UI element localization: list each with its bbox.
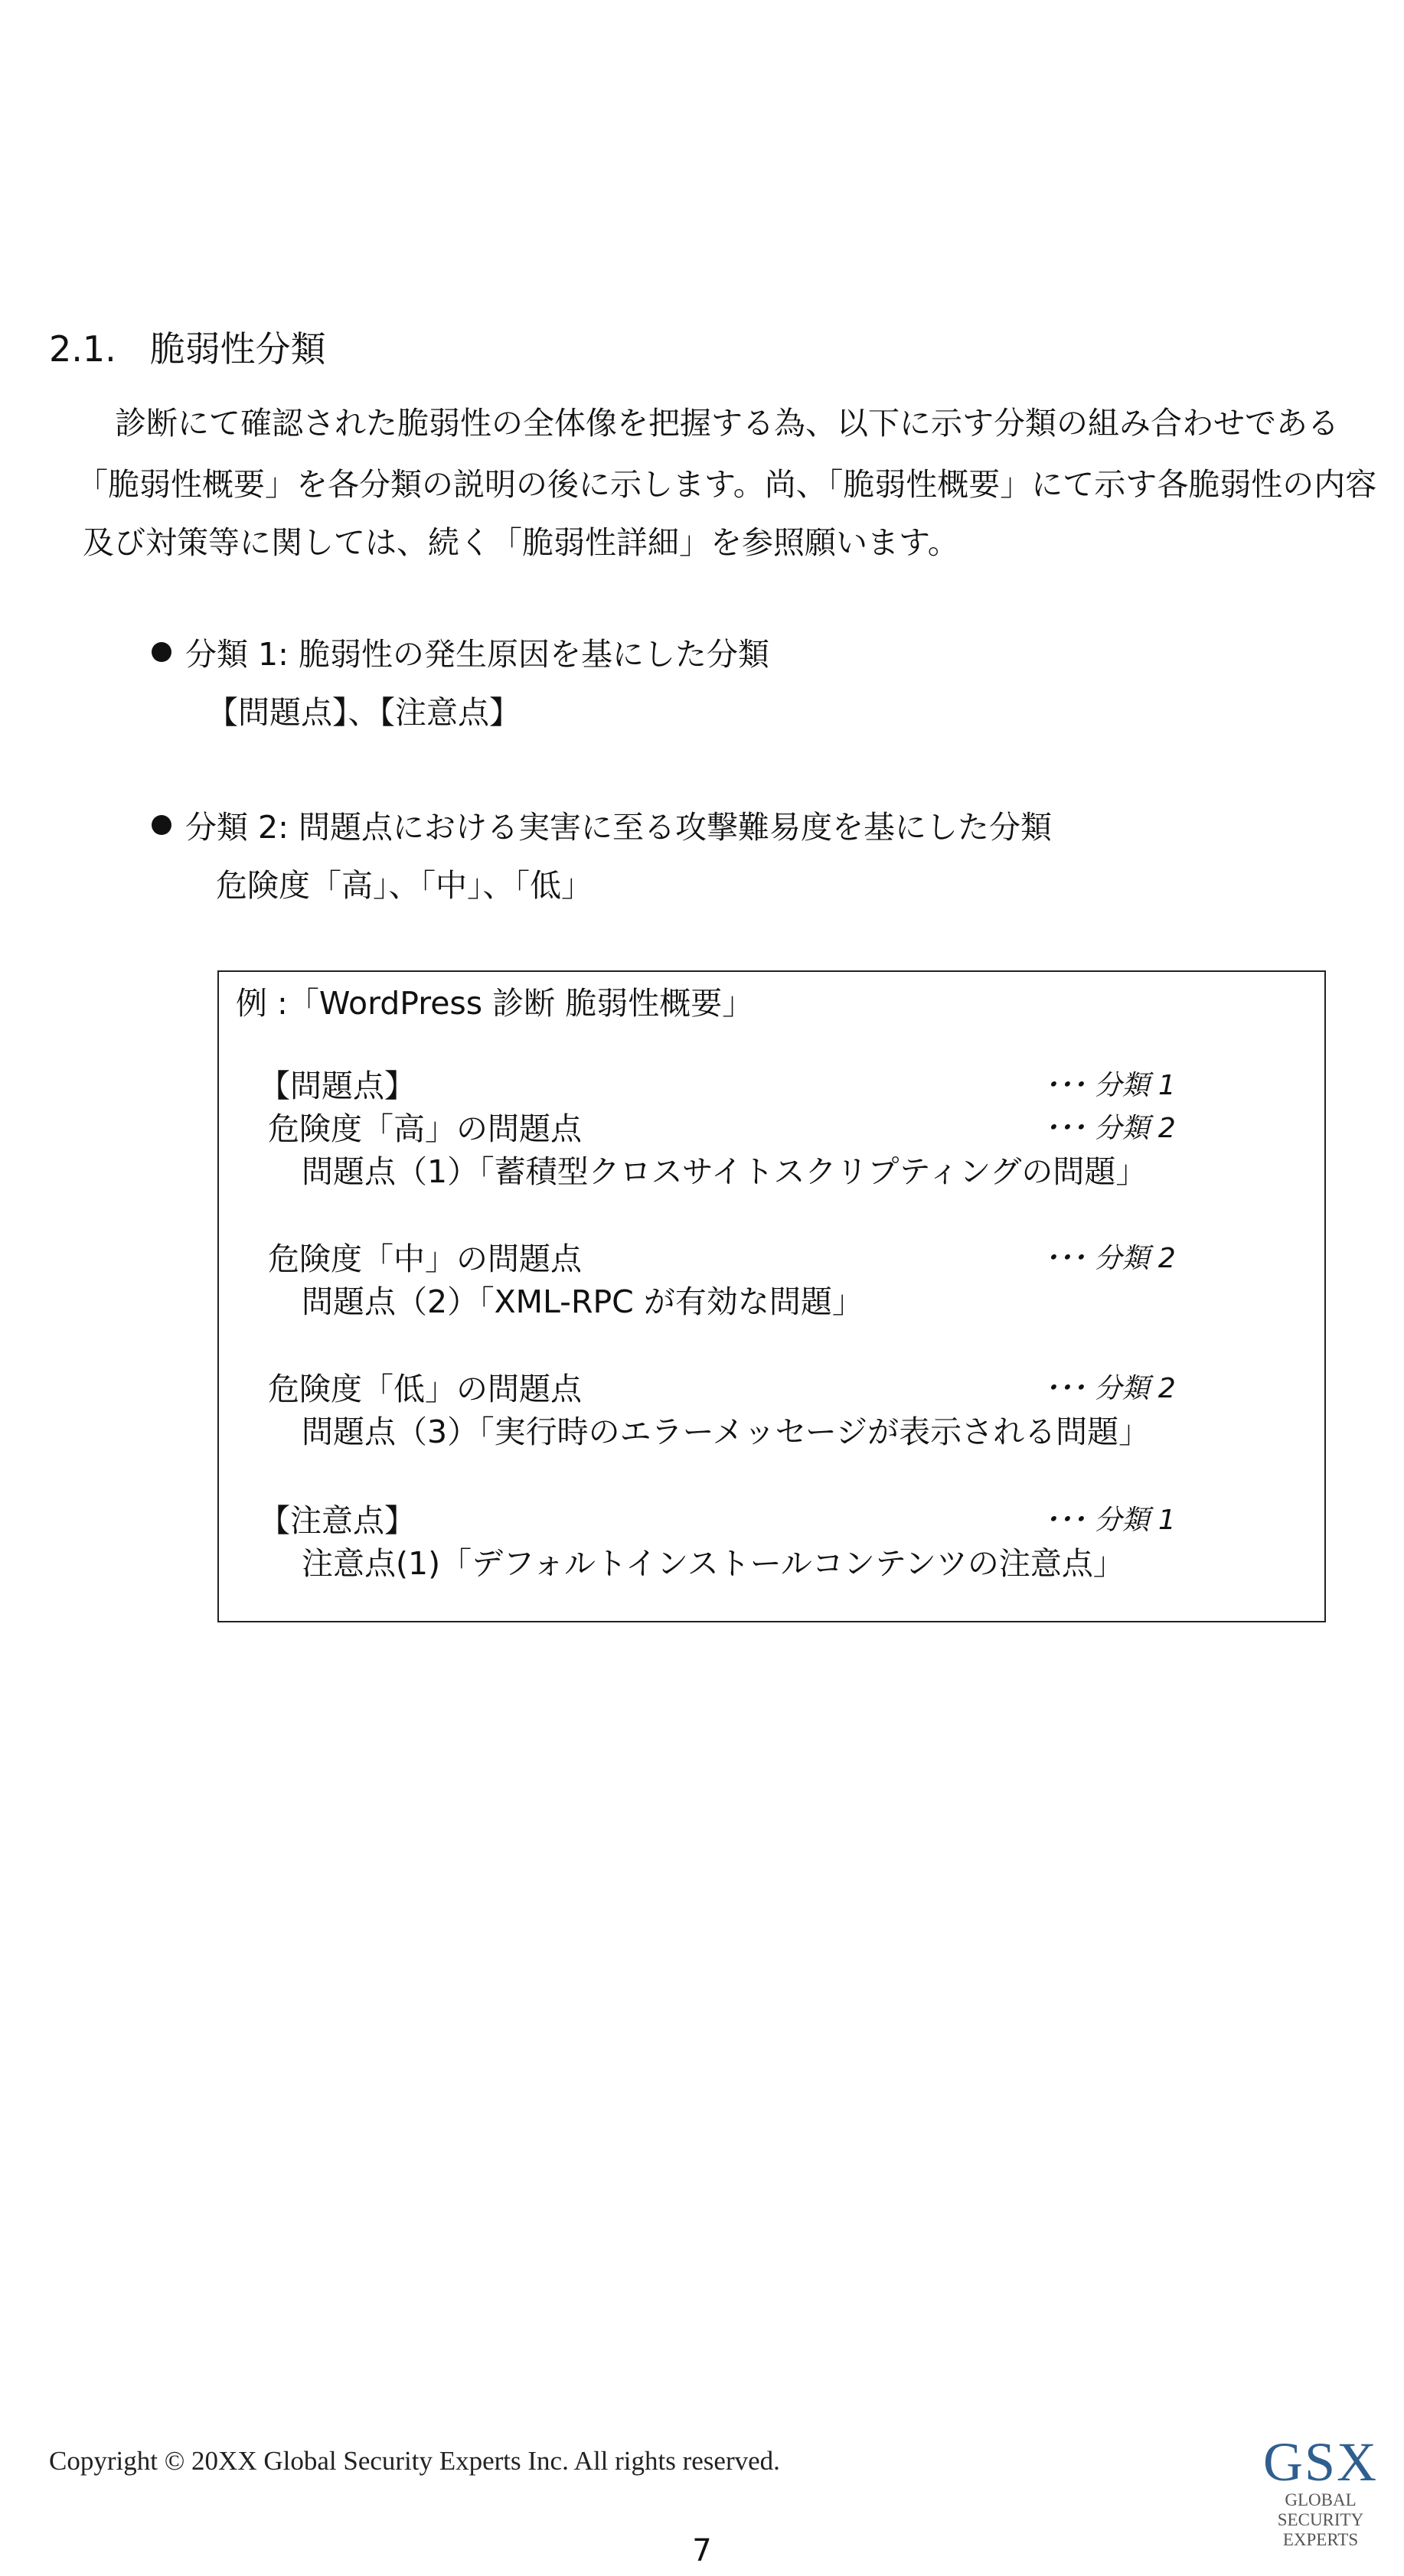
company-logo [1255, 2431, 1386, 2550]
notes-tag: ･･･ 分類 1 [1044, 1505, 1176, 1536]
problems-tag: ･･･ 分類 1 [1044, 1070, 1176, 1101]
bullet-detail-2: 危険度「高」、「中」、「低」 [216, 867, 593, 904]
risk-mid-tag: ･･･ 分類 2 [1044, 1243, 1176, 1274]
bullet-dot-icon [152, 642, 171, 662]
section-title: 脆弱性分類 [149, 328, 326, 370]
risk-low-tag: ･･･ 分類 2 [1044, 1373, 1176, 1404]
problem-item-3: 問題点（3）「実行時のエラーメッセージが表示される問題」 [302, 1414, 1151, 1450]
bullet-item-1 [152, 629, 769, 674]
problems-header: 【問題点】 [259, 1068, 416, 1104]
notes-header: 【注意点】 [259, 1502, 416, 1539]
logo-mark: GSX [1262, 2431, 1379, 2493]
copyright-text: Copyright © 20XX Global Security Experts Inc. All rights reserved. [49, 2446, 780, 2476]
bullet-label: 分類 1: 脆弱性の発生原因を基にした分類 [185, 636, 769, 673]
risk-low-label: 危険度「低」の問題点 [268, 1371, 582, 1407]
risk-high-tag: ･･･ 分類 2 [1044, 1113, 1176, 1144]
risk-mid-label: 危険度「中」の問題点 [268, 1241, 582, 1277]
logo-line: GLOBAL [1285, 2490, 1357, 2509]
logo-line: EXPERTS [1282, 2530, 1359, 2549]
section-number: 2.1. [49, 328, 116, 370]
page-number: 7 [692, 2533, 712, 2568]
example-box [217, 970, 1326, 1622]
bullet-item-2 [152, 802, 1052, 847]
problem-item-2: 問題点（2）「XML-RPC が有効な問題」 [302, 1283, 864, 1320]
example-title: 例 :「WordPress 診断 脆弱性概要」 [236, 985, 754, 1022]
intro-line-3: 及び対策等に関しては、続く「脆弱性詳細」を参照願います。 [83, 524, 959, 561]
problem-item-1: 問題点（1）「蓄積型クロスサイトスクリプティングの問題」 [302, 1153, 1148, 1190]
bullet-detail-1: 【問題点】、【注意点】 [207, 694, 521, 731]
intro-line-2: 「脆弱性概要」を各分類の説明の後に示します。尚、「脆弱性概要」にて示す各脆弱性の内容 [77, 466, 1377, 503]
bullet-label: 分類 2: 問題点における実害に至る攻撃難易度を基にした分類 [185, 809, 1052, 846]
logo-line: SECURITY [1277, 2510, 1364, 2529]
bullet-dot-icon [152, 815, 171, 835]
risk-high-label: 危険度「高」の問題点 [268, 1110, 582, 1147]
note-item-1: 注意点(1)「デフォルトインストールコンテンツの注意点」 [302, 1545, 1125, 1582]
intro-line-1: 診断にて確認された脆弱性の全体像を把握する為、以下に示す分類の組み合わせである [115, 405, 1339, 442]
section-heading [49, 321, 326, 372]
